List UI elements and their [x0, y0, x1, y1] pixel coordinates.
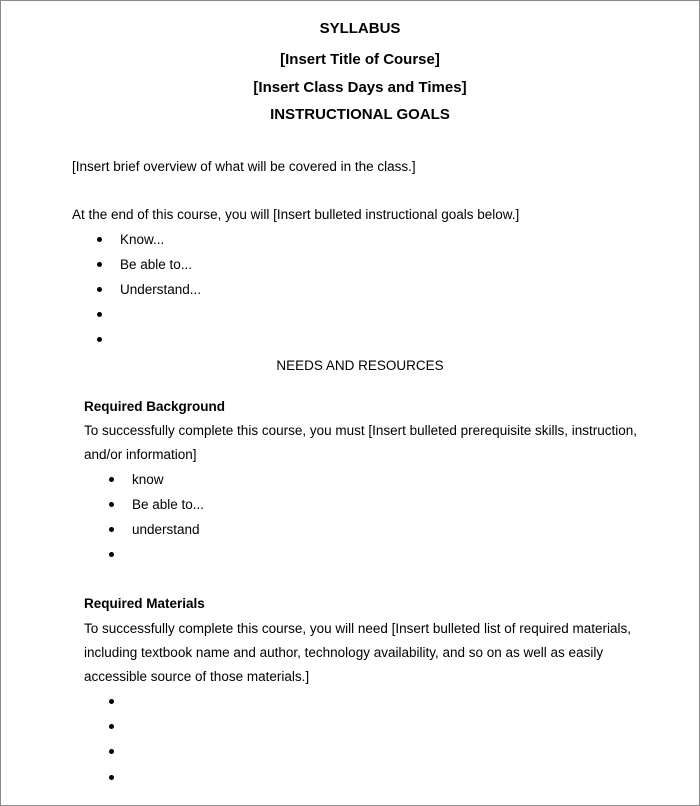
course-title: [Insert Title of Course] — [280, 51, 440, 68]
bullet-icon — [109, 724, 114, 729]
bullet-icon — [109, 775, 114, 780]
required-materials-heading: Required Materials — [84, 596, 205, 611]
bullet-icon — [109, 527, 114, 532]
background-item: know — [132, 472, 164, 487]
materials-text-line-3: accessible source of those materials.] — [84, 669, 310, 684]
background-item: Be able to... — [132, 497, 205, 512]
class-days-times: [Insert Class Days and Times] — [253, 79, 467, 96]
syllabus-title: SYLLABUS — [319, 20, 401, 37]
materials-text-line-1: To successfully complete this course, you will need [Insert bulleted list of required materials, — [84, 621, 632, 636]
goal-item: Be able to... — [120, 257, 193, 272]
bullet-icon — [109, 699, 114, 704]
goals-intro: At the end of this course, you will [Insert bulleted instructional goals below.] — [72, 207, 520, 222]
bullet-icon — [109, 552, 114, 557]
bullet-icon — [109, 749, 114, 754]
bullet-icon — [97, 312, 102, 317]
bullet-icon — [97, 237, 102, 242]
needs-resources-heading: NEEDS AND RESOURCES — [276, 358, 444, 373]
bullet-icon — [97, 287, 102, 292]
bullet-icon — [109, 477, 114, 482]
bullet-icon — [109, 502, 114, 507]
goal-item: Understand... — [120, 282, 202, 297]
required-background-heading: Required Background — [84, 399, 226, 414]
goal-item: Know... — [120, 232, 165, 247]
instructional-goals-heading: INSTRUCTIONAL GOALS — [270, 106, 450, 123]
background-text-line-2: and/or information] — [84, 447, 197, 462]
background-item: understand — [132, 522, 200, 537]
course-overview: [Insert brief overview of what will be covered in the class.] — [72, 159, 416, 174]
bullet-icon — [97, 262, 102, 267]
materials-text-line-2: including textbook name and author, technology availability, and so on as well as easily — [84, 645, 604, 660]
bullet-icon — [97, 337, 102, 342]
background-text-line-1: To successfully complete this course, you must [Insert bulleted prerequisite skills, instruction, — [84, 423, 637, 438]
